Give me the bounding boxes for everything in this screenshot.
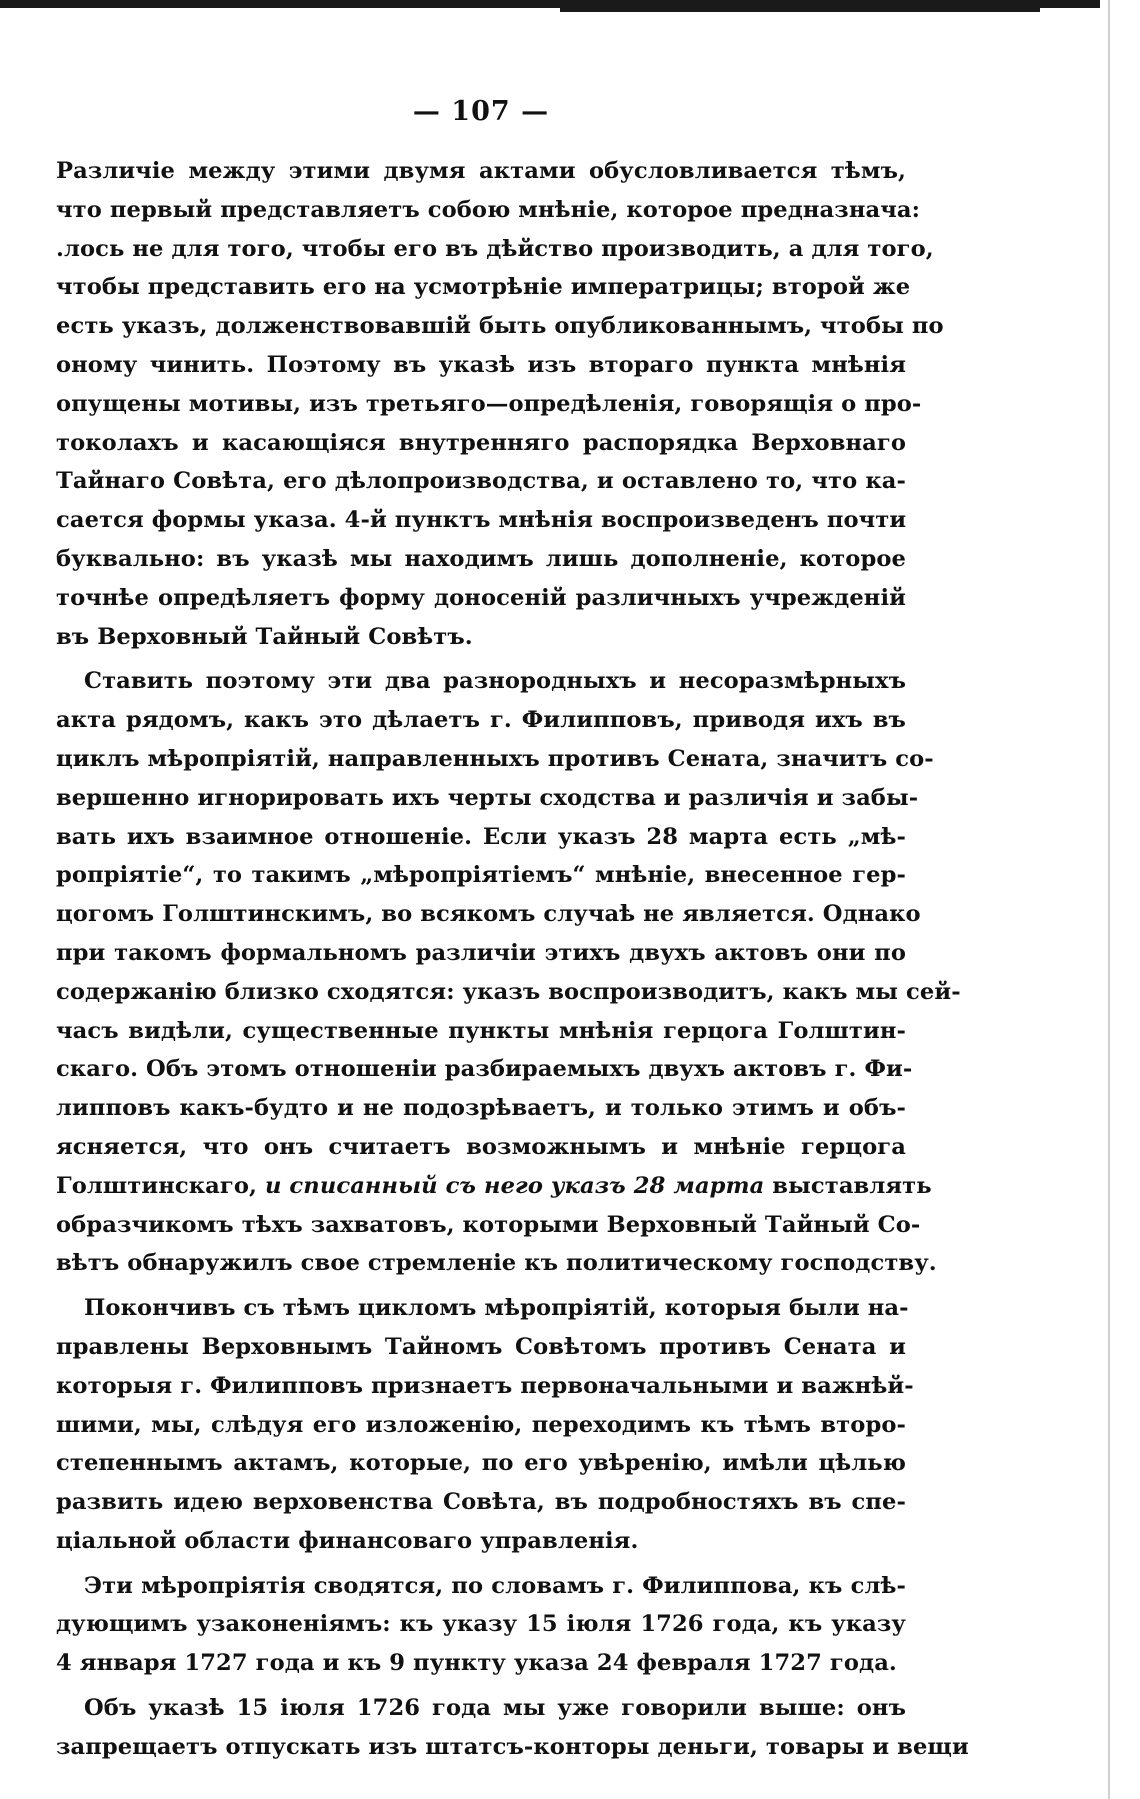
text-line: правлены Верховнымъ Тайномъ Совѣтомъ противъ Сената и bbox=[56, 1333, 906, 1360]
text-line: цогомъ Голштинскимъ, во всякомъ случаѣ не является. Однако bbox=[56, 901, 921, 928]
text-line: Различіе между этими двумя актами обусловливается тѣмъ, bbox=[56, 158, 906, 184]
text-line: сается формы указа. 4-й пунктъ мнѣнія воспроизведенъ почти bbox=[56, 507, 907, 534]
text-line: Покончивъ съ тѣмъ цикломъ мѣропріятій, которыя были на- bbox=[84, 1295, 909, 1322]
text-line: буквально: въ указѣ мы находимъ лишь дополненіе, которое bbox=[56, 545, 906, 572]
text-line: чтобы представить его на усмотрѣніе императрицы; второй же bbox=[56, 274, 911, 301]
text-line: ясняется, что онъ считаетъ возможнымъ и мнѣніе герцога bbox=[56, 1133, 906, 1160]
text-line: .лось не для того, чтобы его въ дѣйство производить, а для того, bbox=[56, 235, 934, 262]
text-line: Голштинскаго, и списанный съ него указъ 28 марта выставлять bbox=[56, 1172, 932, 1199]
text-line: 4 января 1727 года и къ 9 пункту указа 24 февраля 1727 года. bbox=[56, 1650, 897, 1677]
text-line: вать ихъ взаимное отношеніе. Если указъ 28 марта есть „мѣ- bbox=[56, 823, 906, 850]
top-edge-rule-secondary bbox=[560, 8, 1040, 12]
text-line: содержанію близко сходятся: указъ воспроизводитъ, какъ мы сей- bbox=[56, 978, 961, 1005]
text-line: которыя г. Филипповъ признаетъ первоначальными и важнѣй- bbox=[56, 1372, 914, 1399]
text-line: скаго. Объ этомъ отношеніи разбираемыхъ двухъ актовъ г. Фи- bbox=[56, 1056, 913, 1083]
text-line: токолахъ и касающіяся внутренняго распорядка Верховнаго bbox=[56, 429, 906, 456]
text-line: Эти мѣропріятія сводятся, по словамъ г. Филиппова, къ слѣ- bbox=[84, 1572, 906, 1599]
text-line: образчикомъ тѣхъ захватовъ, которыми Верховный Тайный Со- bbox=[56, 1211, 921, 1238]
text-line: что первый представляетъ собою мнѣніе, которое предназнача: bbox=[56, 196, 921, 223]
text-line: въ Верховный Тайный Совѣтъ. bbox=[56, 623, 473, 650]
paragraph-2 bbox=[56, 662, 961, 1283]
text-line: Тайнаго Совѣта, его дѣлопроизводства, и оставлено то, что ка- bbox=[56, 468, 906, 495]
text-line: вѣтъ обнаружилъ свое стремленіе къ политическому господству. bbox=[56, 1250, 937, 1277]
paragraph-3 bbox=[56, 1289, 914, 1561]
text-line: есть указъ, долженствовавшій быть опубликованнымъ, чтобы по bbox=[56, 313, 944, 340]
text-line: ропріятіе“, то такимъ „мѣропріятіемъ“ мнѣніе, внесенное гер- bbox=[56, 862, 906, 889]
text-line: точнѣе опредѣляетъ форму доносеній различныхъ учрежденій bbox=[56, 584, 906, 611]
text-line: степеннымъ актамъ, которые, по его увѣренію, имѣли цѣлью bbox=[56, 1450, 906, 1477]
paragraph-1 bbox=[56, 152, 944, 656]
text-line: часъ видѣли, существенные пункты мнѣнія герцога Голштин- bbox=[56, 1017, 906, 1044]
text-line: шими, мы, слѣдуя его изложенію, переходимъ къ тѣмъ второ- bbox=[56, 1411, 906, 1438]
text-line: развить идею верховенства Совѣта, въ подробностяхъ въ спе- bbox=[56, 1489, 906, 1516]
text-line: Ставить поэтому эти два разнородныхъ и несоразмѣрныхъ bbox=[84, 668, 906, 695]
text-line: Объ указѣ 15 іюля 1726 года мы уже говорили выше: онъ bbox=[84, 1695, 906, 1722]
text-line: при такомъ формальномъ различіи этихъ двухъ актовъ они по bbox=[56, 939, 906, 966]
top-edge-rule bbox=[0, 0, 1100, 8]
body-text bbox=[56, 152, 969, 1767]
text-line: оному чинить. Поэтому въ указѣ изъ втораго пункта мнѣнія bbox=[56, 351, 906, 378]
text-line: запрещаетъ отпускать изъ штатсъ-конторы деньги, товары и вещи bbox=[56, 1733, 969, 1760]
text-line: опущены мотивы, изъ третьяго—опредѣленія, говорящія о про- bbox=[56, 390, 922, 417]
text-line: липповъ какъ-будто и не подозрѣваетъ, и только этимъ и объ- bbox=[56, 1095, 906, 1122]
document-page bbox=[56, 92, 969, 1767]
paragraph-5 bbox=[56, 1689, 969, 1767]
text-line: ціальной области финансоваго управленія. bbox=[56, 1527, 639, 1554]
text-line: вершенно игнорировать ихъ черты сходства и различія и забы- bbox=[56, 784, 919, 811]
page-edge-shadow bbox=[1108, 0, 1110, 1799]
text-line: циклъ мѣропріятій, направленныхъ противъ Сената, значитъ со- bbox=[56, 745, 934, 772]
text-line: акта рядомъ, какъ это дѣлаетъ г. Филипповъ, приводя ихъ въ bbox=[56, 707, 906, 734]
text-line: дующимъ узаконеніямъ: къ указу 15 іюля 1726 года, къ указу bbox=[56, 1611, 906, 1638]
page-number: — 107 — bbox=[412, 96, 550, 127]
paragraph-4 bbox=[56, 1567, 906, 1683]
